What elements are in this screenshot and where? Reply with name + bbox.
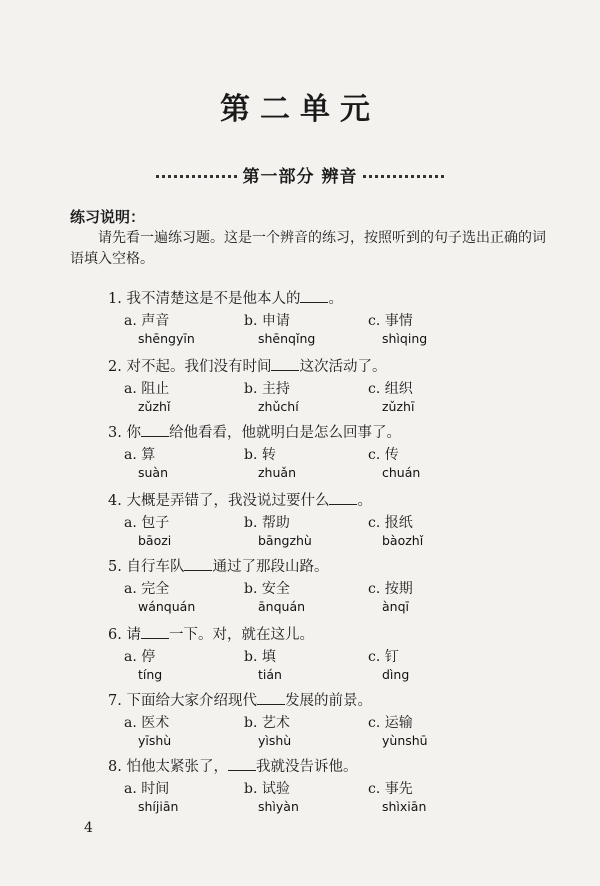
question-text [108,556,548,578]
answer-blank[interactable] [141,422,169,437]
option-label: c. 报纸 [368,515,413,531]
option-pinyin: yùnshū [382,733,428,748]
option-label: b. 转 [244,447,276,463]
option-row [108,512,548,552]
question-item [108,356,548,418]
question-after-blank: 发展的前景。 [284,693,372,709]
question-item [108,422,548,484]
question-text [108,288,548,310]
answer-option[interactable] [244,380,299,416]
question-after-blank: 。 [328,291,343,307]
question-number: 8. [108,759,122,775]
option-row [108,310,548,350]
answer-option[interactable] [368,714,428,750]
instructions-text: 请先看一遍练习题。这是一个辨音的练习，按照听到的句子选出正确的词语填入空格。 [70,230,546,267]
question-number: 4. [108,493,122,509]
question-after-blank: 一下。对，就在这儿。 [168,627,314,643]
question-after-blank: 我就没告诉他。 [255,759,358,775]
question-before-blank: 自行车队 [126,559,185,575]
question-item [108,756,548,818]
instructions-heading: 练习说明： [70,208,146,226]
option-label: b. 艺术 [244,715,290,731]
question-number: 3. [108,425,122,441]
right-dotted-rule [363,175,444,178]
option-pinyin: suàn [138,465,169,480]
option-pinyin: zhuǎn [258,465,296,480]
option-pinyin: shíjiān [138,799,179,814]
answer-option[interactable] [368,380,414,416]
option-row [108,712,548,752]
option-pinyin: shìxiān [382,799,427,814]
unit-title: 第二单元 [220,92,380,127]
question-after-blank: 给他看看，他就明白是怎么回事了。 [168,425,401,441]
option-label: c. 运输 [368,715,413,731]
question-number: 2. [108,359,122,375]
answer-option[interactable] [124,312,195,348]
question-number: 6. [108,627,122,643]
option-pinyin: bāozi [138,533,172,548]
answer-blank[interactable] [141,624,169,639]
question-text [108,624,548,646]
option-label: b. 安全 [244,581,290,597]
answer-option[interactable] [244,580,305,616]
option-pinyin: yīshù [138,733,172,748]
question-text [108,756,548,778]
question-item [108,490,548,552]
question-before-blank: 大概是弄错了，我没说过要什么 [126,493,330,509]
answer-blank[interactable] [329,490,357,505]
answer-option[interactable] [244,780,299,816]
option-label: a. 医术 [124,715,170,731]
option-pinyin: bāngzhù [258,533,312,548]
part-title-text: 第一部分 辨音 [242,167,358,187]
option-label: c. 传 [368,447,399,463]
part-title [150,162,450,187]
question-text [108,356,548,378]
answer-option[interactable] [124,580,195,616]
option-row [108,646,548,686]
option-row [108,778,548,818]
answer-option[interactable] [368,446,420,482]
question-before-blank: 怕他太紧张了， [126,759,228,775]
answer-option[interactable] [124,380,170,416]
answer-option[interactable] [244,514,312,550]
answer-option[interactable] [368,648,409,684]
answer-option[interactable] [244,446,296,482]
question-after-blank: 这次活动了。 [299,359,387,375]
option-pinyin: bàozhǐ [382,533,424,548]
option-pinyin: zhǔchí [258,399,299,414]
option-pinyin: shēngyīn [138,331,195,346]
option-row [108,444,548,484]
option-pinyin: shìqing [382,331,428,346]
question-item [108,556,548,618]
option-pinyin: yìshù [258,733,292,748]
option-label: c. 组织 [368,381,413,397]
answer-option[interactable] [244,648,282,684]
answer-option[interactable] [124,780,178,816]
answer-blank[interactable] [300,288,328,303]
option-label: b. 主持 [244,381,290,397]
answer-option[interactable] [368,580,413,616]
question-after-blank: 。 [357,493,372,509]
option-label: a. 算 [124,447,156,463]
page-number: 4 [84,820,93,836]
option-label: c. 钉 [368,649,399,665]
option-pinyin: wánquán [138,599,196,614]
answer-blank[interactable] [271,356,299,371]
option-label: a. 完全 [124,581,170,597]
question-before-blank: 我不清楚这是不是他本人的 [126,291,301,307]
question-number: 5. [108,559,122,575]
option-label: a. 包子 [124,515,170,531]
question-before-blank: 下面给大家介绍现代 [126,693,257,709]
left-dotted-rule [156,175,237,178]
option-pinyin: shìyàn [258,799,299,814]
question-item [108,690,548,752]
option-pinyin: zǔzhǐ [138,399,171,414]
question-text [108,690,548,712]
option-label: a. 停 [124,649,156,665]
answer-option[interactable] [244,714,291,750]
option-label: a. 时间 [124,781,170,797]
answer-blank[interactable] [184,556,212,571]
option-pinyin: ānquán [258,599,306,614]
option-label: c. 按期 [368,581,413,597]
option-pinyin: tíng [138,667,163,682]
question-text [108,422,548,444]
answer-option[interactable] [368,780,426,816]
option-pinyin: tián [258,667,282,682]
option-pinyin: chuán [382,465,421,480]
answer-option[interactable] [124,714,171,750]
question-item [108,624,548,686]
answer-option[interactable] [368,514,423,550]
option-row [108,378,548,418]
question-before-blank: 你 [126,425,141,441]
option-label: b. 填 [244,649,276,665]
answer-option[interactable] [124,514,171,550]
question-number: 7. [108,693,122,709]
option-label: b. 试验 [244,781,290,797]
question-before-blank: 请 [126,627,141,643]
option-pinyin: dìng [382,667,410,682]
answer-option[interactable] [244,312,315,348]
option-label: c. 事先 [368,781,413,797]
option-label: c. 事情 [368,313,413,329]
question-item [108,288,548,350]
question-text [108,490,548,512]
answer-blank[interactable] [228,756,256,771]
question-number: 1. [108,291,122,307]
answer-option[interactable] [124,446,168,482]
question-before-blank: 对不起。我们没有时间 [126,359,272,375]
option-pinyin: ànqī [382,599,409,614]
option-pinyin: zǔzhī [382,399,415,414]
option-label: a. 声音 [124,313,170,329]
option-label: b. 申请 [244,313,290,329]
option-row [108,578,548,618]
option-label: a. 阻止 [124,381,170,397]
option-pinyin: shēnqǐng [258,331,316,346]
question-after-blank: 通过了那段山路。 [212,559,329,575]
answer-option[interactable] [368,312,427,348]
answer-option[interactable] [124,648,162,684]
option-label: b. 帮助 [244,515,290,531]
answer-blank[interactable] [257,690,285,705]
